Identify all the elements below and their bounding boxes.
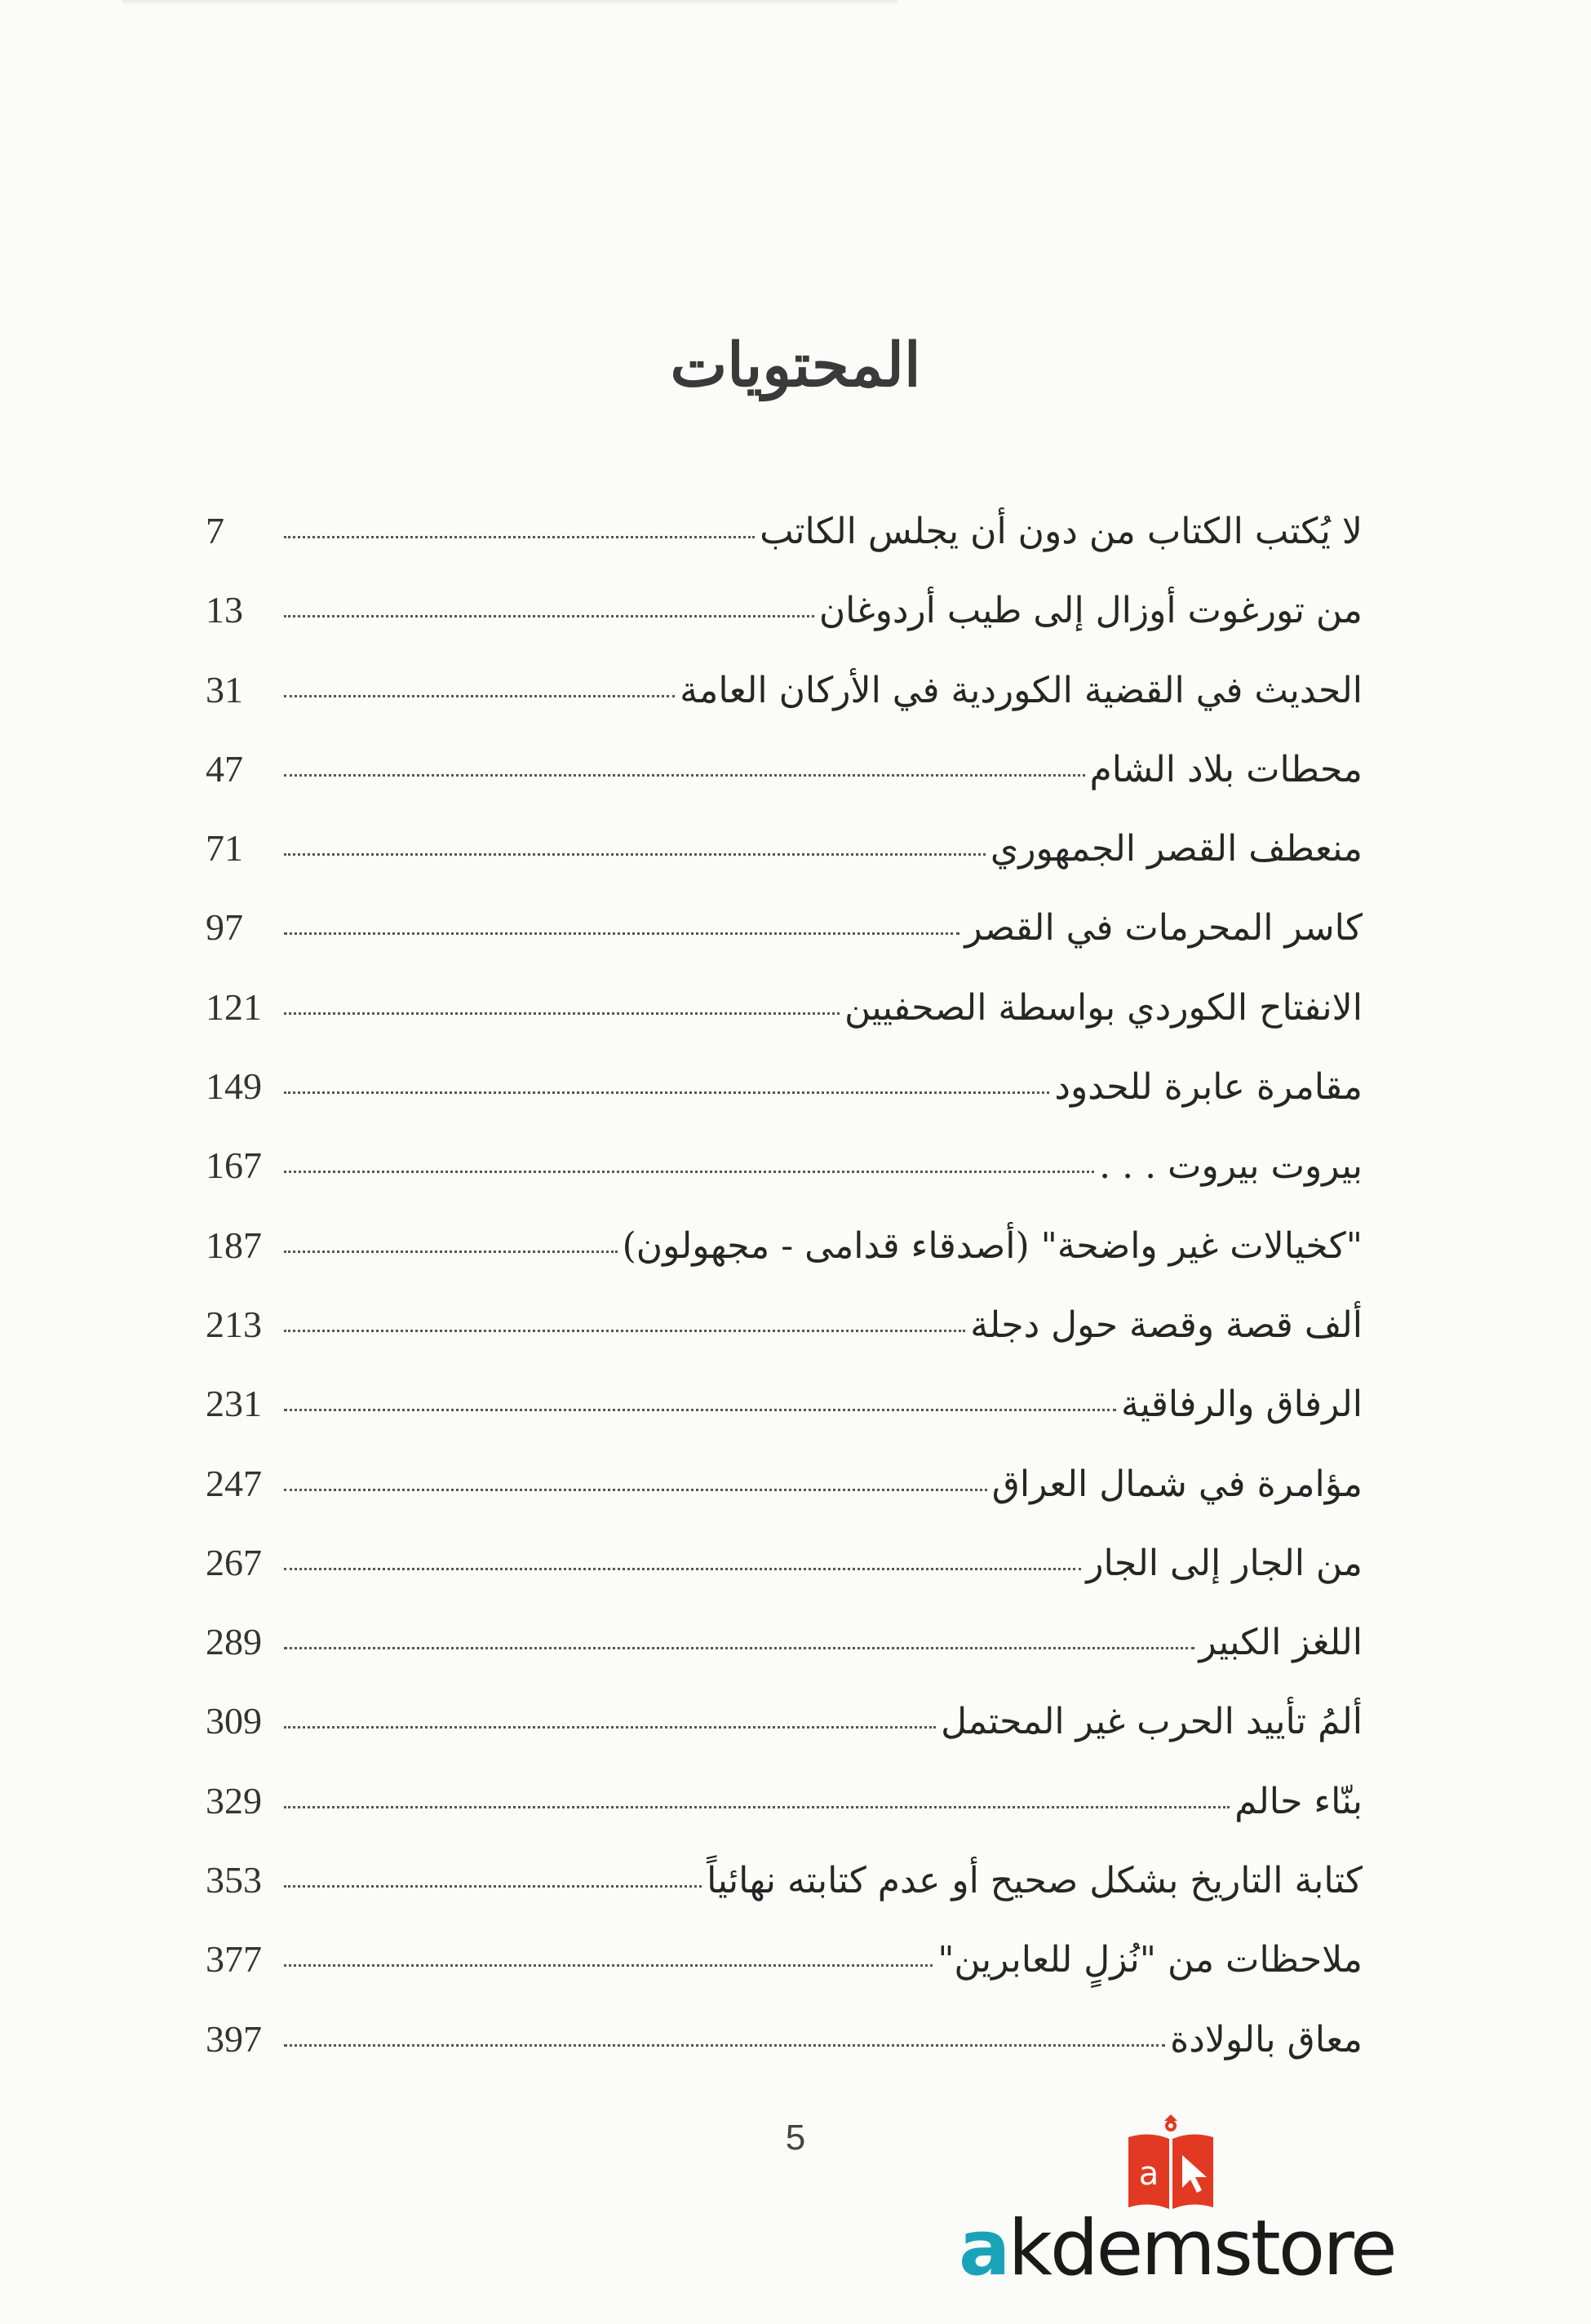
- toc-entry-title: مؤامرة في شمال العراق: [991, 1463, 1363, 1505]
- brand-accent-letter: a: [959, 2204, 1008, 2293]
- toc-entry-page: 7: [206, 510, 224, 551]
- toc-entry: [206, 905, 1363, 985]
- dot-leader: [284, 1726, 936, 1729]
- toc-entry-page: 377: [206, 1938, 262, 1981]
- toc-entry-title: لا يُكتب الكتاب من دون أن يجلس الكاتب: [760, 511, 1363, 552]
- toc-entry: [206, 1858, 1363, 1937]
- dot-leader: [284, 1409, 1116, 1411]
- toc-entry: [206, 1937, 1363, 2016]
- toc-entry-page: 231: [206, 1383, 262, 1425]
- dot-leader: [284, 1806, 1230, 1808]
- page-edge-shadow: [122, 0, 897, 5]
- toc-entry-title: الحديث في القضية الكوردية في الأركان العامة: [680, 669, 1363, 711]
- toc-entry-page: 309: [206, 1700, 262, 1742]
- toc-entry-title: كتابة التاريخ بشكل صحيح أو عدم كتابته نهائياً: [707, 1860, 1363, 1902]
- toc-entry-title: ألف قصة وقصة حول دجلة: [970, 1304, 1363, 1346]
- logo-letter: a: [1138, 2155, 1159, 2193]
- dot-leader: [284, 1012, 840, 1015]
- toc-entry-title: بيروت بيروت . . .: [1099, 1145, 1363, 1188]
- toc-entry-page: 97: [206, 906, 243, 949]
- book-cart-icon: [1122, 2113, 1220, 2219]
- toc-entry-page: 213: [206, 1303, 262, 1345]
- page-number: 5: [785, 2118, 806, 2158]
- dot-leader: [284, 615, 814, 618]
- toc-entry-page: 71: [206, 827, 243, 870]
- toc-entry: [206, 826, 1363, 905]
- toc-entry: [206, 1699, 1363, 1778]
- brand-name: kdemstore: [1008, 2204, 1395, 2293]
- toc-entry-title: الانفتاح الكوردي بواسطة الصحفيين: [844, 986, 1363, 1029]
- toc-entry-title: محطات بلاد الشام: [1089, 748, 1363, 790]
- toc-entry-page: 121: [206, 985, 262, 1028]
- toc-entry: [206, 588, 1363, 667]
- toc-entry-page: 31: [206, 668, 243, 710]
- dot-leader: [284, 1171, 1094, 1173]
- dot-leader: [284, 1885, 702, 1888]
- toc-entry: [206, 1144, 1363, 1223]
- toc-entry: [206, 1541, 1363, 1620]
- toc-entry: [206, 747, 1363, 826]
- toc-entry-page: 329: [206, 1779, 262, 1822]
- dot-leader: [284, 1251, 618, 1253]
- toc-entry-page: 247: [206, 1462, 262, 1504]
- toc-entry-title: منعطف القصر الجمهوري: [990, 828, 1363, 870]
- dot-leader: [284, 1647, 1194, 1649]
- dot-leader: [284, 1489, 987, 1491]
- toc-entry: [206, 1382, 1363, 1461]
- toc-entry-title: "كخيالات غير واضحة" (أصدقاء قدامى - مجهولون): [622, 1224, 1363, 1267]
- toc-entry: [206, 1065, 1363, 1144]
- toc-entry-page: 167: [206, 1144, 262, 1187]
- dot-leader: [284, 1568, 1081, 1570]
- toc-entry-page: 267: [206, 1541, 262, 1583]
- dot-leader: [284, 536, 755, 538]
- toc-entry-title: مقامرة عابرة للحدود: [1054, 1066, 1363, 1109]
- toc-entry: [206, 1224, 1363, 1303]
- dot-leader: [284, 1091, 1049, 1094]
- toc-entry-page: 13: [206, 589, 243, 631]
- dot-leader: [284, 853, 986, 856]
- toc-entry-title: الرفاق والرفاقية: [1121, 1383, 1363, 1426]
- toc-entry-title: كاسر المحرمات في القصر: [964, 907, 1363, 950]
- toc-entry-page: 289: [206, 1621, 262, 1663]
- dot-leader: [284, 774, 1085, 777]
- brand-wordmark: [959, 2204, 1395, 2293]
- toc-entry-page: 397: [206, 2017, 262, 2060]
- toc-entry-title: ملاحظات من "نُزلٍ للعابرين": [937, 1939, 1363, 1981]
- toc-entry-title: من تورغوت أوزال إلى طيب أردوغان: [818, 590, 1363, 632]
- toc-entry-title: من الجار إلى الجار: [1086, 1542, 1363, 1584]
- toc-entry: [206, 2017, 1363, 2096]
- toc-entry: [206, 985, 1363, 1065]
- toc-entry: [206, 1303, 1363, 1382]
- toc-entry-title: بنّاء حالم: [1234, 1780, 1363, 1822]
- toc-entry: [206, 668, 1363, 747]
- toc-entry: [206, 1779, 1363, 1858]
- page-title: المحتويات: [670, 330, 921, 401]
- dot-leader: [284, 1330, 965, 1332]
- toc-entry-page: 149: [206, 1065, 262, 1108]
- dot-leader: [284, 1964, 933, 1967]
- dot-leader: [284, 932, 959, 935]
- akdemstore-watermark: [959, 2113, 1395, 2293]
- table-of-contents: [206, 509, 1363, 2096]
- toc-entry-page: 187: [206, 1224, 262, 1266]
- toc-entry-page: 353: [206, 1859, 262, 1901]
- toc-entry: [206, 1620, 1363, 1699]
- toc-entry-title: معاق بالولادة: [1170, 2018, 1363, 2061]
- toc-entry: [206, 1462, 1363, 1541]
- dot-leader: [284, 695, 675, 697]
- toc-entry-title: ألمُ تأييد الحرب غير المحتمل: [941, 1701, 1363, 1743]
- dot-leader: [284, 2044, 1165, 2047]
- toc-entry-page: 47: [206, 747, 243, 790]
- toc-entry-title: اللغز الكبير: [1199, 1622, 1363, 1664]
- toc-entry: [206, 509, 1363, 588]
